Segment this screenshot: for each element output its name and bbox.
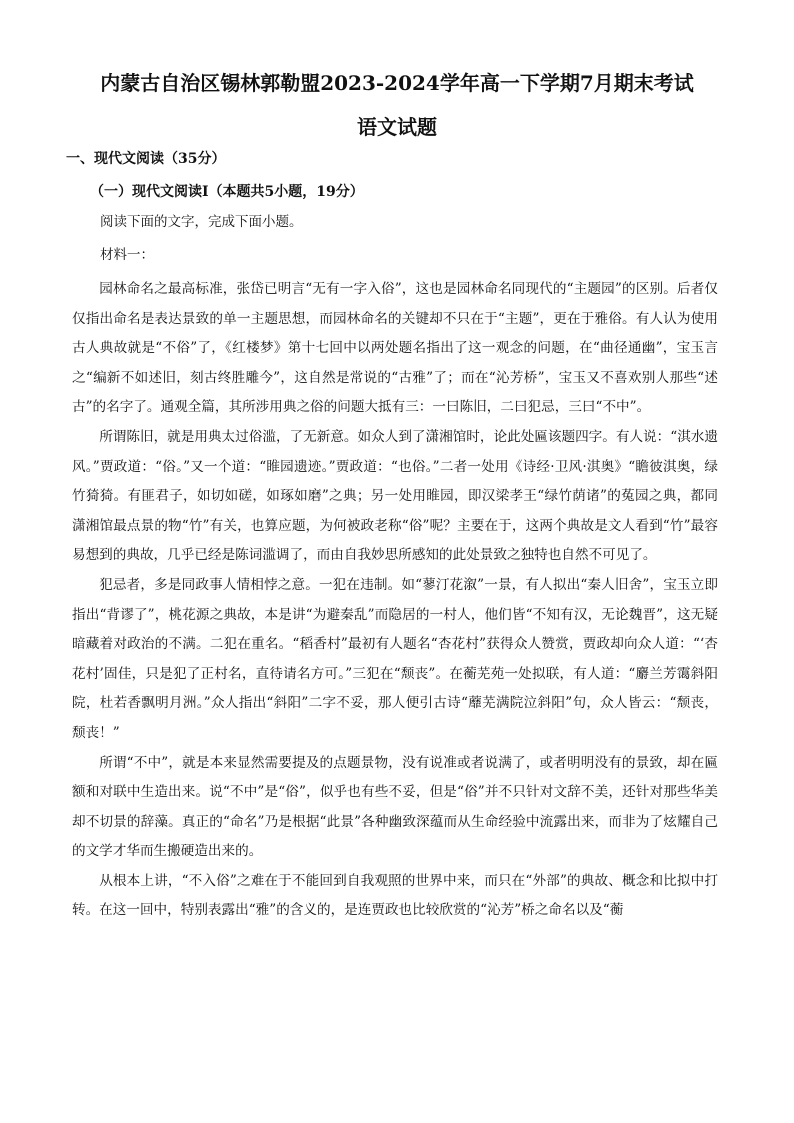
paragraph: 犯忌者，多是同政事人情相悖之意。一犯在违制。如“蓼汀花溆”一景，有人拟出“秦人旧舍”，宝玉立即指出“背谬了”，桃花源之典故，本是讲“为避秦乱”而隐居的一村人，他们皆“不知有汉，无论魏晋”，这无疑暗藏着对政治的不满。二犯在重名。“稻香村”最初有人题名“杏花村”获得众人赞赏，贾政却向众人道：“‘杏花村’固佳，只是犯了正村名，直待请名方可。”三犯在“颓丧”。在蘅芜苑一处拟联，有人道：“麝兰芳霭斜阳院，杜若香飘明月洲。”众人指出“斜阳”二字不妥，那人便引古诗“蘼芜满院泣斜阳”句，众人皆云：“颓丧，颓丧！” xyxy=(72,576,718,741)
exam-title: 内蒙古自治区锡林郭勒盟2023-2024学年高一下学期7月期末考试 xyxy=(100,71,694,95)
exam-subtitle: 语文试题 xyxy=(357,115,437,139)
paragraph: 从根本上讲，“不入俗”之难在于不能回到自我观照的世界中来，而只在“外部”的典故、概念和比拟中打转。在这一回中，特别表露出“雅”的含义的，是连贾政也比较欣赏的“沁芳”桥之命名以及“蘅 xyxy=(72,872,718,919)
subsection-heading: （一）现代文阅读Ⅰ（本题共5小题，19分） xyxy=(90,184,364,200)
reading-passage xyxy=(72,275,718,926)
paragraph: 所谓“不中”，就是本来显然需要提及的点题景物，没有说准或者说满了，或者明明没有的景致，却在匾额和对联中生造出来。说“不中”是“俗”，似乎也有些不妥，但是“俗”并不只针对文辞不美，还针对那些华美却不切景的辞藻。真正的“命名”乃是根据“此景”各种幽致深蕴而从生命经验中流露出来，而非为了炫耀自己的文学才华而生搬硬造出来的。 xyxy=(72,754,718,860)
paragraph: 所谓陈旧，就是用典太过俗滥，了无新意。如众人到了潇湘馆时，论此处匾该题四字。有人说：“淇水遗风。”贾政道：“俗。”又一个道：“睢园遗迹。”贾政道：“也俗。”二者一处用《诗经·卫风·淇奥》“瞻彼淇奥，绿竹猗猗。有匪君子，如切如磋，如琢如磨”之典；另一处用睢园，即汉梁孝王“绿竹荫诸”的菟园之典，都同潇湘馆最点景的物“竹”有关，也算应题，为何被政老称“俗”呢？主要在于，这两个典故是文人看到“竹”最容易想到的典故，几乎已经是陈词滥调了，而由自我妙思所感知的此处景致之独特也自然不可见了。 xyxy=(72,428,718,564)
material-label: 材料一： xyxy=(100,247,154,263)
paragraph: 园林命名之最高标准，张岱已明言“无有一字入俗”，这也是园林命名同现代的“主题园”的区别。后者仅仅指出命名是表达景致的单一主题思想，而园林命名的关键却不只在于“主题”，更在于雅俗。有人认为使用古人典故就是“不俗”了，《红楼梦》第十七回中以两处题名指出了这一观念的问题，在“曲径通幽”，宝玉言之“编新不如述旧，刻古终胜雕今”，这自然是常说的“古雅”了；而在“沁芳桥”，宝玉又不喜欢别人那些“述古”的名字了。通观全篇，其所涉用典之俗的问题大抵有三：一曰陈旧，二曰犯忌，三曰“不中”。 xyxy=(72,281,718,416)
instruction-text: 阅读下面的文字，完成下面小题。 xyxy=(100,214,303,230)
section-heading: 一、现代文阅读（35分） xyxy=(66,151,226,167)
